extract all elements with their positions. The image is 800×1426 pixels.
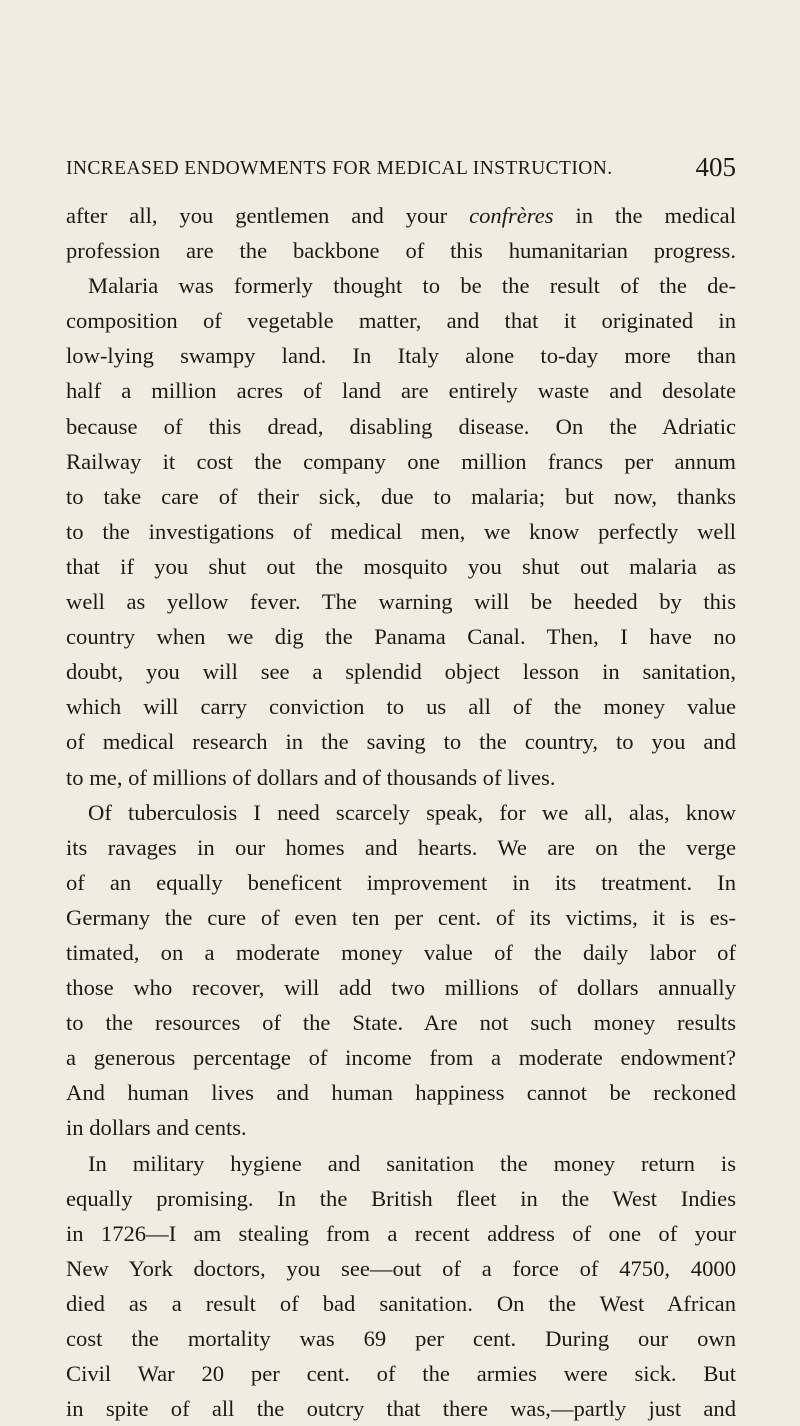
text-line: cost the mortality was 69 per cent. During our own	[66, 1326, 736, 1351]
text-line: Railway it cost the company one million francs per annum	[66, 448, 736, 474]
text-line: And human lives and human happiness cannot be reckoned	[66, 1080, 736, 1106]
body-text	[66, 198, 736, 1426]
text-line: to me, of millions of dollars and of thousands of lives.	[66, 764, 556, 790]
text-line: in dollars and cents.	[66, 1115, 247, 1141]
text-line: to the investigations of medical men, we know perfectly well	[66, 518, 736, 544]
text-line: New York doctors, you see—out of a force of 4750, 4000	[66, 1255, 736, 1281]
text-line: equally promising. In the British fleet in the West Indies	[66, 1185, 736, 1211]
text-line: which will carry conviction to us all of the money value	[66, 694, 736, 720]
text-line: a generous percentage of income from a moderate endowment?	[66, 1045, 736, 1071]
text-line: because of this dread, disabling disease. On the Adriatic	[66, 413, 736, 439]
italic-word: confrères	[469, 203, 554, 228]
text-line: died as a result of bad sanitation. On the West African	[66, 1290, 736, 1316]
page-number: 405	[695, 152, 736, 182]
text-line: Germany the cure of even ten per cent. of its victims, it is es-	[66, 904, 736, 930]
text-line: in spite of all the outcry that there was,—partly just and	[66, 1396, 736, 1422]
running-title: INCREASED ENDOWMENTS FOR MEDICAL INSTRUCTION.	[66, 158, 613, 179]
text-line: country when we dig the Panama Canal. Then, I have no	[66, 624, 736, 650]
running-head	[66, 152, 736, 184]
text-line: after all, you gentlemen and your confrères in the medical	[66, 203, 736, 228]
text-line: in 1726—I am stealing from a recent address of one of your	[66, 1220, 736, 1246]
text-line: of an equally beneficent improvement in its treatment. In	[66, 869, 736, 895]
text-line: to the resources of the State. Are not such money results	[66, 1010, 736, 1036]
text-line: well as yellow fever. The warning will be heeded by this	[66, 589, 736, 615]
text-line: half a million acres of land are entirely waste and desolate	[66, 378, 736, 404]
text-line: Civil War 20 per cent. of the armies were sick. But	[66, 1361, 736, 1387]
text-line: low-lying swampy land. In Italy alone to-day more than	[66, 343, 736, 369]
text-line: that if you shut out the mosquito you shut out malaria as	[66, 553, 736, 579]
text-line: Malaria was formerly thought to be the result of the de-	[88, 273, 736, 299]
text-line: Of tuberculosis I need scarcely speak, for we all, alas, know	[88, 799, 736, 825]
text-line: to take care of their sick, due to malaria; but now, thanks	[66, 483, 736, 509]
text-line: of medical research in the saving to the country, to you and	[66, 729, 736, 755]
text-line: those who recover, will add two millions of dollars annually	[66, 975, 736, 1001]
text-line: In military hygiene and sanitation the money return is	[88, 1150, 736, 1176]
text-line: composition of vegetable matter, and that it originated in	[66, 308, 736, 334]
text-line: profession are the backbone of this humanitarian progress.	[66, 238, 736, 264]
text-line: its ravages in our homes and hearts. We are on the verge	[66, 834, 736, 860]
text-line: timated, on a moderate money value of the daily labor of	[66, 939, 736, 965]
text-line: doubt, you will see a splendid object lesson in sanitation,	[66, 659, 736, 685]
